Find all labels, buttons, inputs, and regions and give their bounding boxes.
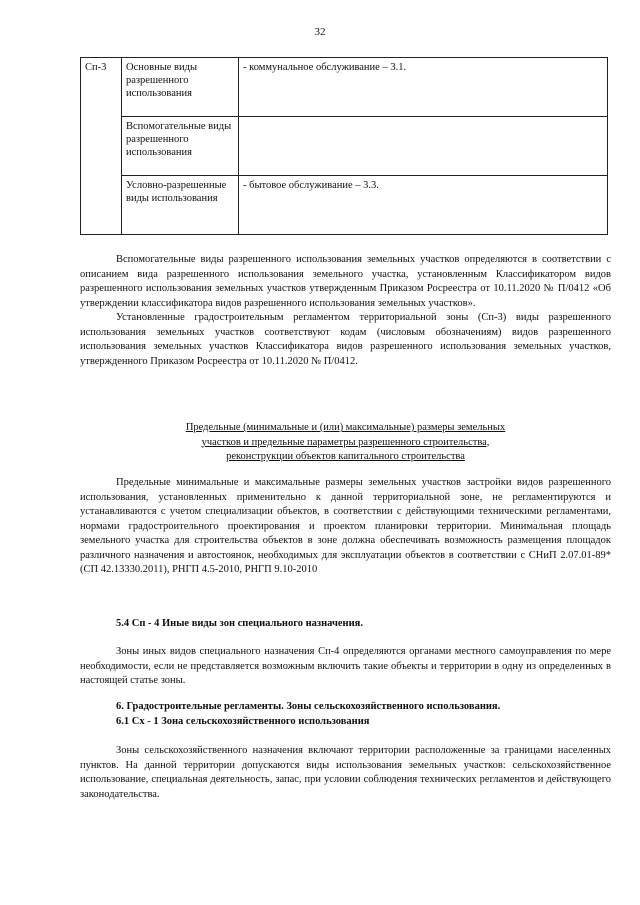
paragraph: Зоны сельскохозяйственного назначения включают территории расположенные за границами населенных пунктов. На данной территории допускаются виды использования земельных участков: сельскохозяйственное использование, специальная деятельность, запас, при условии соблюдения технических регламентов и действующего законодательства. [80, 745, 611, 800]
table-row [81, 117, 608, 176]
heading-6: 6. Градостроительные регламенты. Зоны сельскохозяйственного использования. [116, 701, 501, 712]
paragraph: Установленные градостроительным регламентом территориальной зоны (Сп-3) виды разрешенного использования земельных участков соответствуют кодам (числовым обозначениям) видов разрешенного использования земельных участков Классификатора видов разрешенного использования земельных участков, утвержденного Приказом Росреестра от 10.11.2020 № П/0412. [80, 312, 611, 367]
table-row [81, 58, 608, 117]
paragraph-block-3 [80, 645, 611, 689]
section-caption [80, 421, 611, 465]
paragraph: Вспомогательные виды разрешенного использования земельных участков определяются в соответствии с описанием вида разрешенного использования земельного участка, установленным Классификатором видов разрешенного использования земельных участков утвержденным Приказом Росреестра от 10.11.2020 № П/0412 «Об утверждении классификатора видов разрешенного использования земельных участков». [80, 254, 611, 309]
caption-line: реконструкции объектов капитального строительства [226, 451, 465, 462]
table-row [81, 176, 608, 235]
caption-line: Предельные (минимальные и (или) максимальные) размеры земельных [185, 422, 506, 433]
paragraph: Предельные минимальные и максимальные размеры земельных участков застройки видов разрешенного использования, установленных применительно к данной территориальной зоне, не регламентируются и устанавливаются с учетом специализации объектов, в соответствии с действующими техническими регламентами, нормами градостроительного проектирования и проектом планировки территории. Минимальная площадь земельного участка для строительства объектов в зоне должна обеспечивать возможность размещения площадок различного назначения и автостоянок, необходимых для эксплуатации объектов в соответствии с СНиП 2.07.01-89* (СП 42.13330.2011), РНГП 4.5-2010, РНГП 9.10-2010 [80, 477, 611, 575]
heading-6-1: 6.1 Сх - 1 Зона сельскохозяйственного использования [116, 716, 370, 727]
value-cell: - коммунальное обслуживание – 3.1. [239, 58, 608, 117]
category-cell: Вспомогательные виды разрешенного использования [122, 117, 239, 176]
paragraph-block-2 [80, 476, 611, 578]
paragraph-block-1 [80, 253, 611, 369]
heading-5-4: 5.4 Сп - 4 Иные виды зон специального назначения. [116, 618, 363, 629]
category-cell: Основные виды разрешенного использования [122, 58, 239, 117]
category-cell: Условно-разрешенные виды использования [122, 176, 239, 235]
value-cell [239, 117, 608, 176]
value-cell: - бытовое обслуживание – 3.3. [239, 176, 608, 235]
zone-table [80, 57, 608, 235]
paragraph-block-4 [80, 744, 611, 802]
page-number: 32 [314, 26, 326, 38]
caption-line: участков и предельные параметры разрешенного строительства, [201, 436, 490, 448]
paragraph: Зоны иных видов специального назначения Сп-4 определяются органами местного самоуправления по мере необходимости, если не представляется возможным включить такие объекты и территории в одну из определенных в настоящей статье зоны. [80, 646, 611, 686]
zone-code-cell: Сп-3 [81, 58, 122, 235]
